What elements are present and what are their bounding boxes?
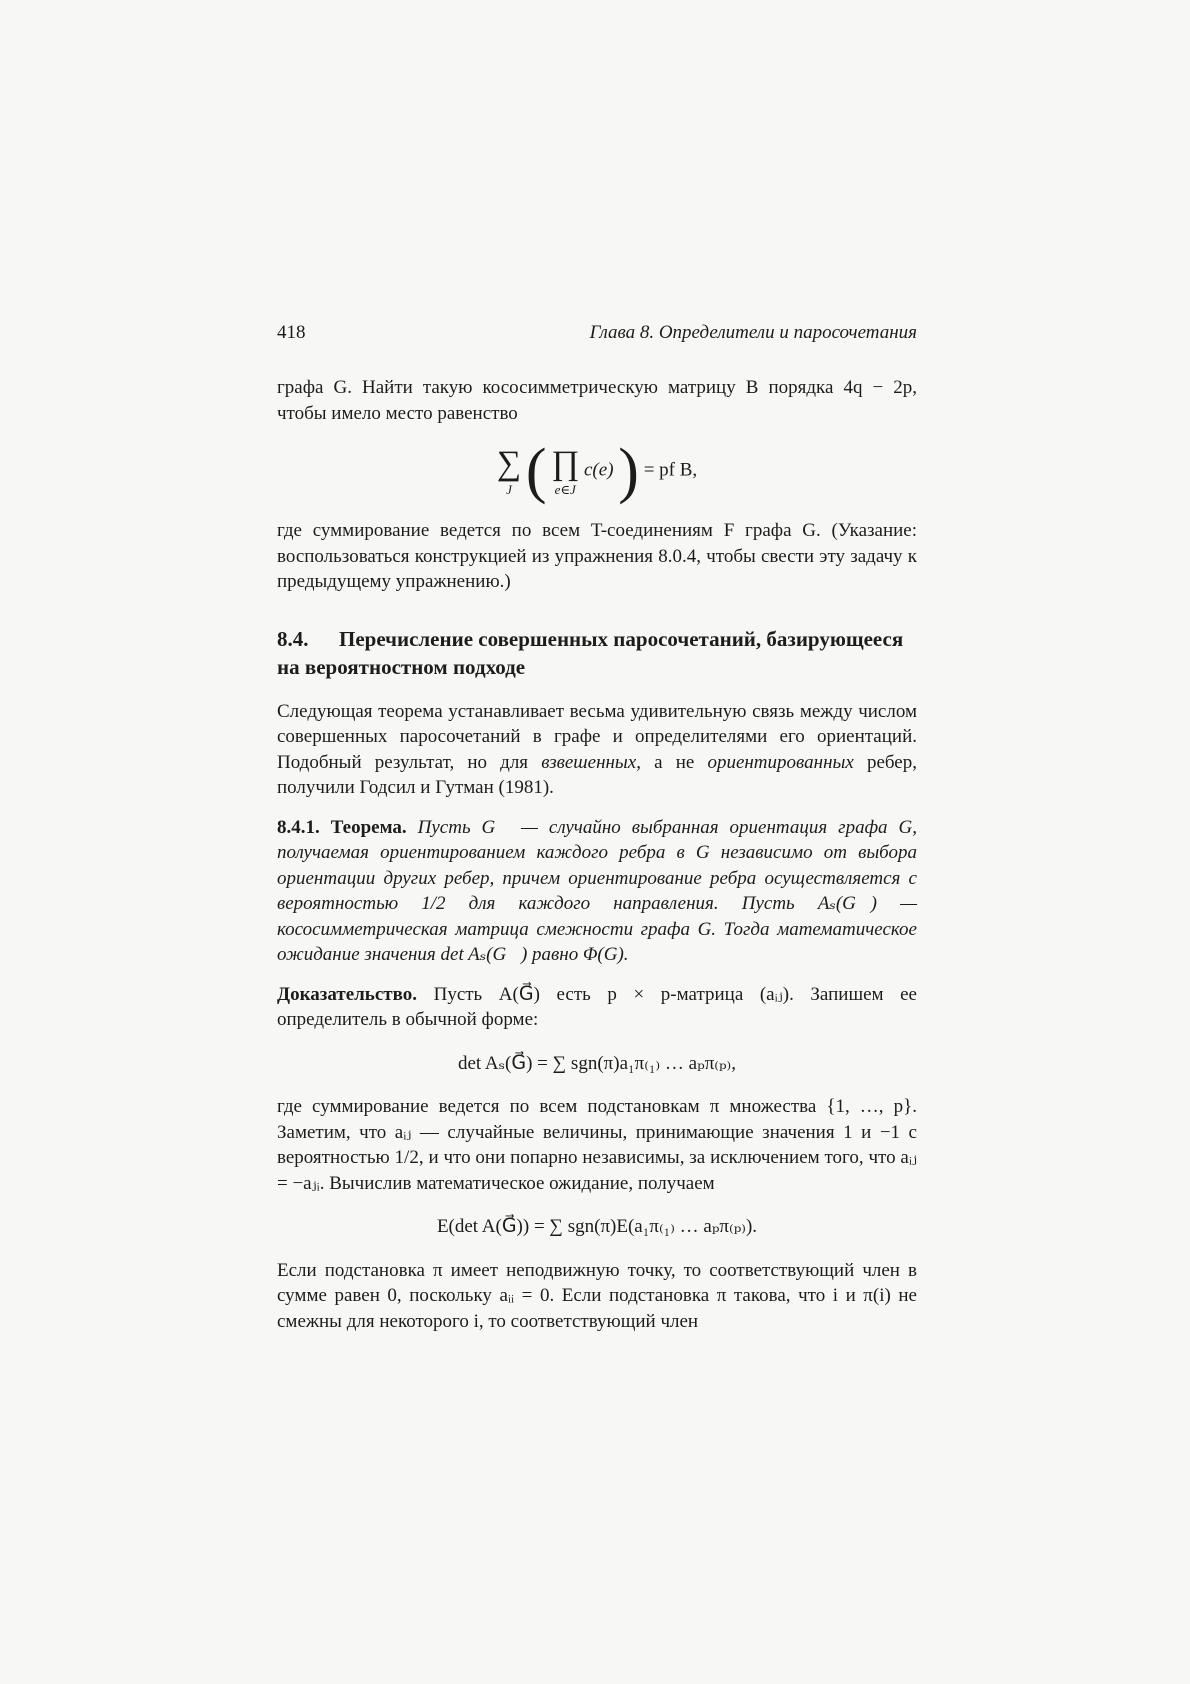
paragraph-5: Если подстановка π имеет неподвижную точку, то соответствующий член в сумме равен 0, поскольку aᵢᵢ = 0. Если подстановка π такова, что i и π(i) не смежны для некоторого i, то соответствующий член <box>277 1259 917 1332</box>
equation-expectation: E(det A(G⃗)) = ∑ sgn(π)E(a₁π₍₁₎ … aₚπ₍ₚ₎). <box>436 1216 758 1237</box>
running-title: Глава 8. Определители и паросочетания <box>589 322 917 343</box>
section-heading <box>277 625 917 681</box>
sum-operator: ∑ J <box>496 444 522 497</box>
theorem-8-4-1 <box>277 815 917 968</box>
page-body <box>277 375 917 1334</box>
equation-rhs: = pf B, <box>643 459 698 481</box>
right-paren: ) <box>618 437 639 505</box>
paragraph-3: Следующая теорема устанавливает весьма удивительную связь между числом совершенных паросочетаний в графе и определителями его ориентаций. Подобный результат, но для взвешенных, а не ориентированных ребер, получили Годсил и Гутман (1981). <box>277 700 917 798</box>
theorem-label: 8.4.1. Теорема. <box>277 816 407 838</box>
paragraph-4: где суммирование ведется по всем подстановкам π множества {1, …, p}. Заметим, что aᵢⱼ — случайные величины, принимающие значения 1 и −1 с вероятностью 1/2, и что они попарно независимы, за исключением того, что aᵢⱼ = −aⱼᵢ. Вычислив математическое ожидание, получаем <box>277 1096 917 1194</box>
equation-pfaffian <box>277 437 917 505</box>
section-number: 8.4. <box>277 626 309 651</box>
equation-determinant: det Aₛ(G⃗) = ∑ sgn(π)a₁π₍₁₎ … aₚπ₍ₚ₎, <box>458 1052 736 1074</box>
paragraph-2: где суммирование ведется по всем T-соединениям F графа G. (Указание: воспользоваться конструкцией из упражнения 8.0.4, чтобы свести эту задачу к предыдущему упражнению.) <box>277 520 917 592</box>
product-term: c(e) <box>584 459 614 481</box>
paragraph-1: графа G. Найти такую кососимметрическую матрицу B порядка 4q − 2p, чтобы имело место равенство <box>277 377 917 424</box>
proof-label: Доказательство. <box>277 983 417 1005</box>
product-operator: ∏ e∈J <box>551 444 580 497</box>
proof-paragraph <box>277 982 917 1033</box>
section-title-text: Перечисление совершенных паросочетаний, базирующееся на вероятностном подходе <box>277 626 904 679</box>
page-number: 418 <box>277 322 306 343</box>
theorem-text: Пусть G⃗ — случайно выбранная ориентация графа G, получаемая ориентированием каждого ребра в G независимо от выбора ориентации других ребер, причем ориентирование ребра осуществляется с вероятностью 1/2 для каждого направления. Пусть Aₛ(G⃗) — кососимметрическая матрица смежности графа G. Тогда математическое ожидание значения det Aₛ(G⃗) равно Φ(G). <box>277 816 917 965</box>
left-paren: ( <box>525 437 547 505</box>
page-header <box>277 322 917 352</box>
proof-text: Пусть A(G⃗) есть p × p-матрица (aᵢⱼ). Запишем ее определитель в обычной форме: <box>277 983 917 1030</box>
